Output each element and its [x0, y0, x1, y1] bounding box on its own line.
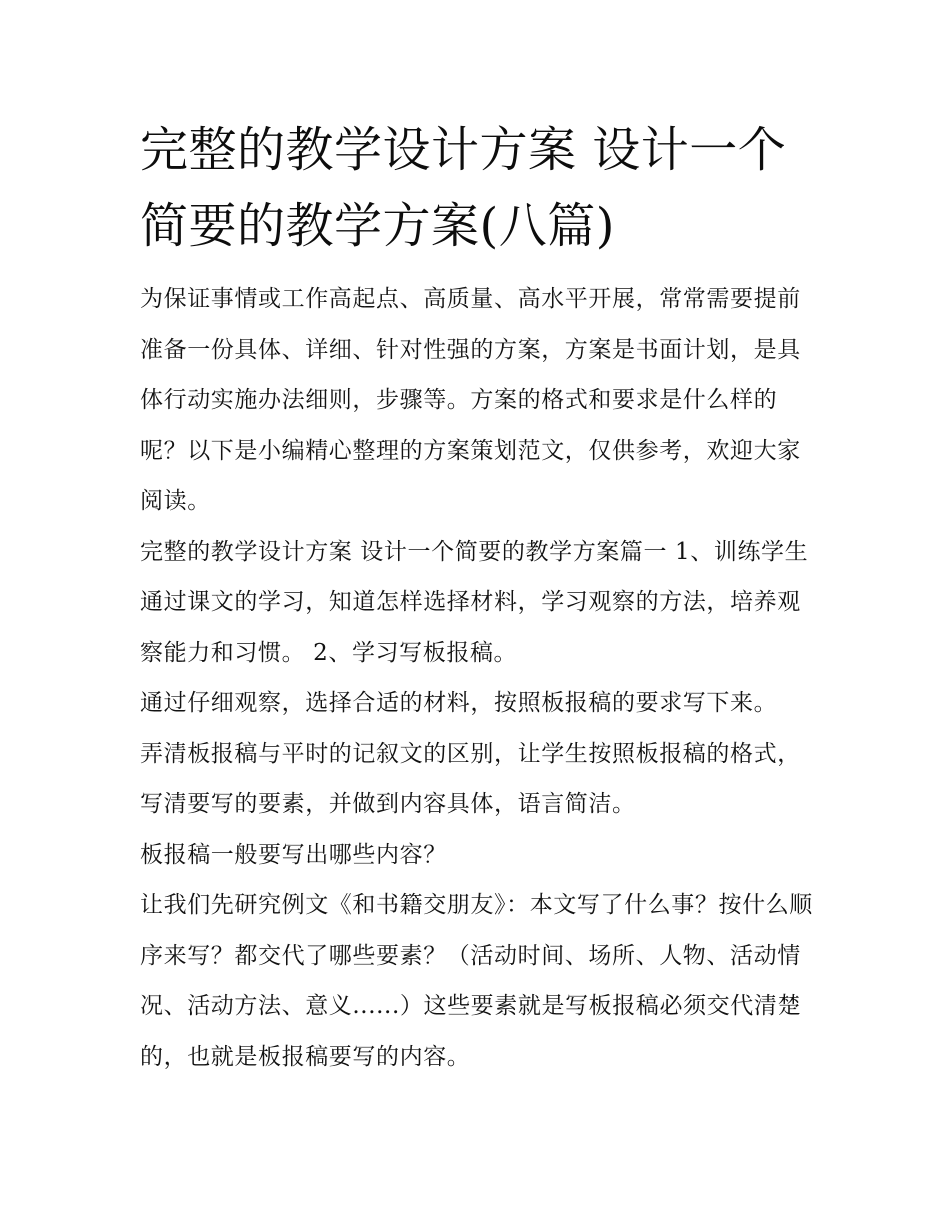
- paragraph-intro: 为保证事情或工作高起点、高质量、高水平开展，常常需要提前准备一份具体、详细、针对性强的方案，方案是书面计划，是具体行动实施办法细则，步骤等。方案的格式和要求是什么样的呢？以下是小编精心整理的方案策划范文，仅供参考，欢迎大家阅读。: [140, 286, 801, 514]
- document-content: [140, 112, 820, 1082]
- paragraph-question: 板报稿一般要写出哪些内容？: [140, 841, 447, 868]
- paragraph-observation: 通过仔细观察，选择合适的材料，按照板报稿的要求写下来。: [140, 690, 778, 716]
- document-body: [140, 274, 820, 1082]
- paragraph-example: 让我们先研究例文《和书籍交朋友》：本文写了什么事？按什么顺序来写？都交代了哪些要素？（活动时间、场所、人物、活动情况、活动方法、意义......）这些要素就是写板报稿必须交代清楚的，也就是板报稿要写的内容。: [140, 892, 813, 1070]
- document-title: 完整的教学设计方案 设计一个简要的教学方案(八篇): [140, 122, 787, 254]
- paragraph-difference: 弄清板报稿与平时的记叙文的区别，让学生按照板报稿的格式，写清要写的要素，并做到内容具体，语言简洁。: [140, 740, 801, 817]
- paragraph-objectives: 完整的教学设计方案 设计一个简要的教学方案篇一 1、训练学生通过课文的学习，知道怎样选择材料，学习观察的方法，培养观察能力和习惯。 2、学习写板报稿。: [140, 538, 809, 666]
